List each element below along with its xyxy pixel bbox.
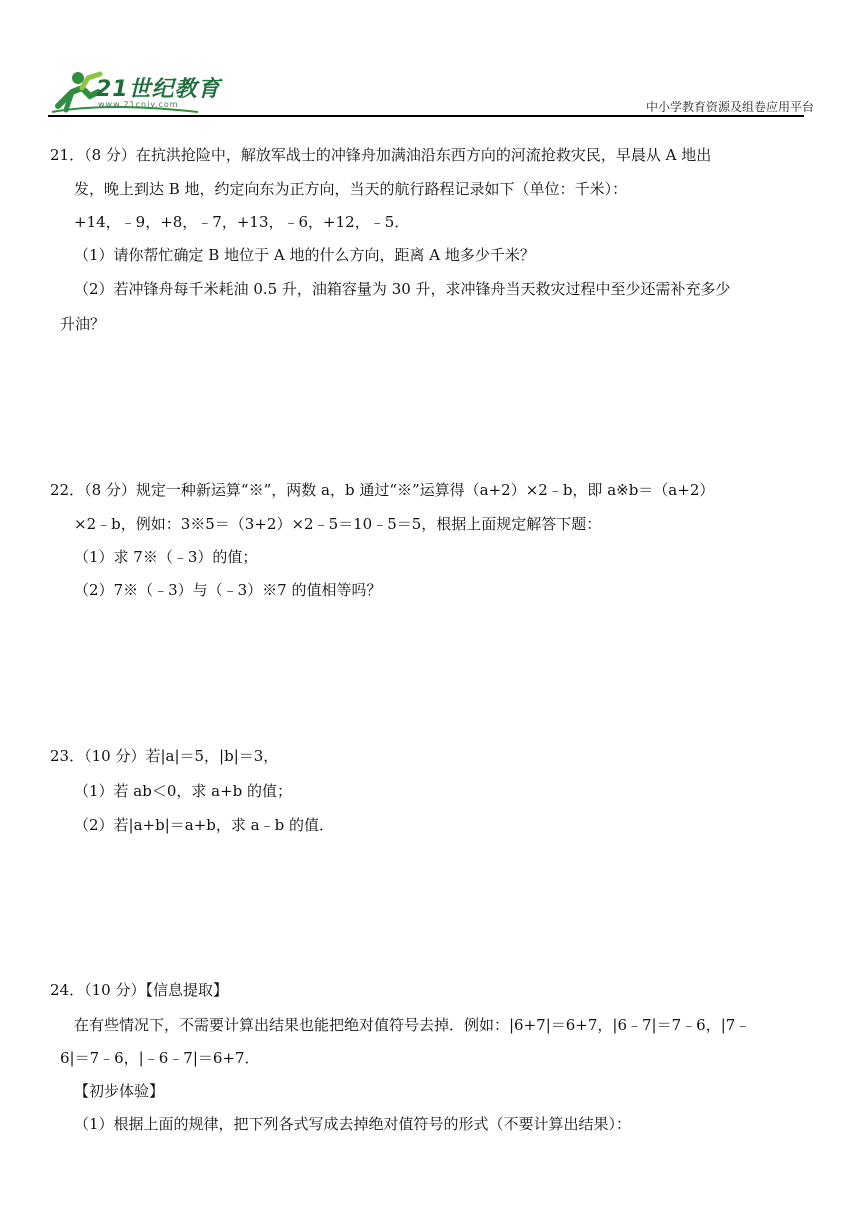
q22-part-1: （1）求 7※（﹣3）的值； [74, 548, 258, 566]
q24-line-2: 在有些情况下，不需要计算出结果也能把绝对值符号去掉．例如：|6+7|＝6+7，|6﹣7|＝7﹣6，|7﹣ [74, 1016, 751, 1034]
q21-data: +14，﹣9，+8，﹣7，+13，﹣6，+12，﹣5． [74, 213, 410, 231]
page-header [0, 0, 860, 120]
q22-line-1: 22．（8 分）规定一种新运算“※”，两数 a，b 通过“※”运算得（a+2）×2﹣b，即 a※b＝（a+2） [50, 481, 715, 499]
q23-line-1: 23．（10 分）若|a|＝5，|b|＝3， [50, 747, 279, 765]
q21-line-1: 21．（8 分）在抗洪抢险中，解放军战士的冲锋舟加满油沿东西方向的河流抢救灾民，早晨从 A 地出 [50, 146, 712, 164]
q23-part-1: （1）若 ab＜0，求 a+b 的值； [74, 782, 293, 800]
q22-line-2: ×2﹣b，例如：3※5＝（3+2）×2﹣5＝10﹣5＝5，根据上面规定解答下题： [74, 515, 602, 533]
q24-line-3: 6|＝7﹣6，|﹣6﹣7|＝6+7． [60, 1049, 260, 1067]
q21-part-1: （1）请你帮忙确定 B 地位于 A 地的什么方向，距离 A 地多少千米？ [74, 246, 535, 264]
q22-part-2: （2）7※（﹣3）与（﹣3）※7 的值相等吗？ [74, 581, 382, 599]
q24-line-1: 24．（10 分）【信息提取】 [50, 981, 228, 999]
q21-part-2: （2）若冲锋舟每千米耗油 0.5 升，油箱容量为 30 升，求冲锋舟当天救灾过程中至少还需补充多少 [74, 280, 731, 298]
q24-section-heading: 【初步体验】 [74, 1082, 165, 1100]
logo-url: www.21cnjy.com [98, 100, 179, 109]
header-divider [48, 115, 804, 117]
q21-line-2: 发，晚上到达 B 地，约定向东为正方向，当天的航行路程记录如下（单位：千米）： [74, 180, 628, 198]
logo-text: 21世纪教育 [96, 77, 221, 102]
q24-part-1: （1）根据上面的规律，把下列各式写成去掉绝对值符号的形式（不要计算出结果）： [74, 1115, 632, 1133]
platform-name: 中小学教育资源及组卷应用平台 [645, 100, 814, 114]
q21-part-2-cont: 升油？ [60, 315, 106, 333]
q23-part-2: （2）若|a+b|＝a+b，求 a﹣b 的值． [74, 816, 334, 834]
